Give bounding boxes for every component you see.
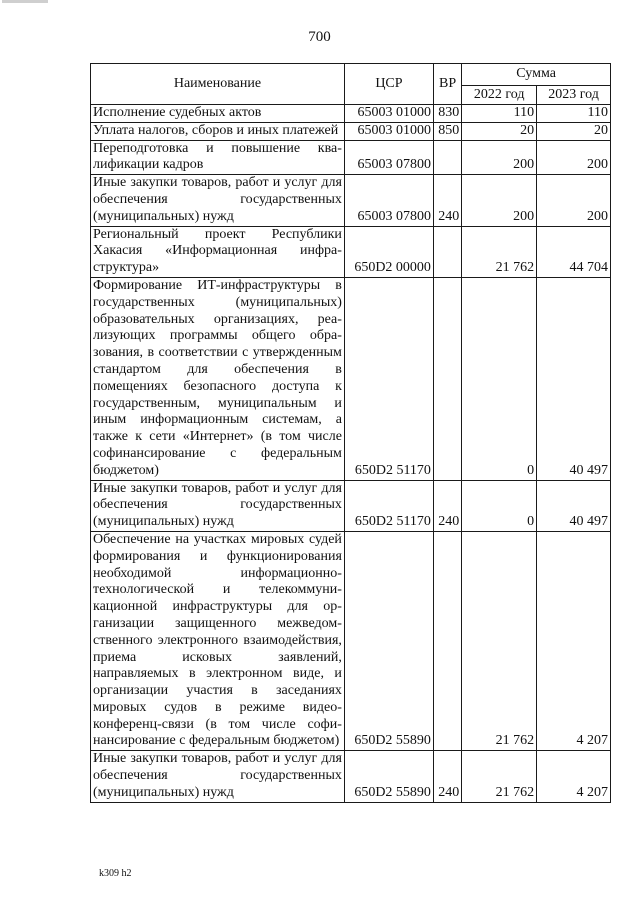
row-csr: 650D2 51170 xyxy=(344,277,433,480)
row-name: Региональный проект Республики Хакасия «Информационная инфраструктура» xyxy=(91,226,345,277)
row-sum-2022: 20 xyxy=(462,122,537,140)
table-row xyxy=(91,277,611,480)
row-csr: 65003 01000 xyxy=(344,122,433,140)
row-sum-2022: 21 762 xyxy=(462,531,537,750)
row-sum-2023: 44 704 xyxy=(537,226,611,277)
row-vr: 240 xyxy=(433,751,461,802)
table-row xyxy=(91,751,611,802)
row-vr: 850 xyxy=(433,122,461,140)
row-name: Иные закупки товаров, работ и услуг для обеспечения государственных (муниципальных) нужд xyxy=(91,175,345,226)
row-sum-2023: 4 207 xyxy=(537,751,611,802)
row-vr xyxy=(433,140,461,175)
row-sum-2023: 40 497 xyxy=(537,480,611,531)
row-sum-2023: 200 xyxy=(537,140,611,175)
row-sum-2023: 200 xyxy=(537,175,611,226)
table-row xyxy=(91,175,611,226)
footer-code: k309 h2 xyxy=(99,868,132,879)
row-name: Исполнение судебных актов xyxy=(91,105,345,123)
table-header xyxy=(91,64,611,105)
row-sum-2023: 40 497 xyxy=(537,277,611,480)
row-vr xyxy=(433,226,461,277)
row-sum-2022: 0 xyxy=(462,277,537,480)
table-row xyxy=(91,226,611,277)
table-row xyxy=(91,105,611,123)
row-sum-2022: 21 762 xyxy=(462,226,537,277)
row-sum-2022: 110 xyxy=(462,105,537,123)
row-vr xyxy=(433,531,461,750)
budget-table xyxy=(90,63,611,803)
row-sum-2022: 200 xyxy=(462,175,537,226)
table-row xyxy=(91,140,611,175)
table-row xyxy=(91,531,611,750)
row-sum-2022: 200 xyxy=(462,140,537,175)
row-csr: 650D2 51170 xyxy=(344,480,433,531)
row-sum-2022: 21 762 xyxy=(462,751,537,802)
row-name: Переподготовка и повышение квалификации кадров xyxy=(91,140,345,175)
header-csr: ЦСР xyxy=(344,64,433,105)
row-name: Формирование ИТ-инфраструктуры в государственных (муниципальных) образовательных организациях, реализующих программы общего образования, в соответствии с утвержденным стандартом для обеспечения в помещениях безопасного доступа к государственным, муниципальным и иным информационным системам, а также к сети «Интернет» (в том числе софинансирование с федеральным бюджетом) xyxy=(91,277,345,480)
row-csr: 65003 07800 xyxy=(344,140,433,175)
row-name: Иные закупки товаров, работ и услуг для обеспечения государственных (муниципальных) нужд xyxy=(91,751,345,802)
page-number: 700 xyxy=(308,29,331,45)
table-row xyxy=(91,480,611,531)
row-name: Уплата налогов, сборов и иных платежей xyxy=(91,122,345,140)
row-csr: 65003 07800 xyxy=(344,175,433,226)
row-name: Иные закупки товаров, работ и услуг для обеспечения государственных (муниципальных) нужд xyxy=(91,480,345,531)
row-sum-2022: 0 xyxy=(462,480,537,531)
row-name: Обеспечение на участках мировых судей формирования и функционирования необходимой информационно-технологической и телекоммуникационной инфраструктуры для организации защищенного межведомственного электронного взаимодействия, приема исковых заявлений, направляемых в электронном виде, и организации участия в заседаниях мировых судов в режиме видеоконференц-связи (в том числе софинансирование с федеральным бюджетом) xyxy=(91,531,345,750)
row-csr: 650D2 00000 xyxy=(344,226,433,277)
row-csr: 650D2 55890 xyxy=(344,751,433,802)
header-year-2022: 2022 год xyxy=(462,86,537,105)
row-sum-2023: 20 xyxy=(537,122,611,140)
row-vr: 830 xyxy=(433,105,461,123)
row-vr: 240 xyxy=(433,480,461,531)
row-csr: 65003 01000 xyxy=(344,105,433,123)
row-vr xyxy=(433,277,461,480)
header-year-2023: 2023 год xyxy=(537,86,611,105)
row-sum-2023: 110 xyxy=(537,105,611,123)
row-vr: 240 xyxy=(433,175,461,226)
header-name: Наименование xyxy=(91,64,345,105)
header-vr: ВР xyxy=(433,64,461,105)
header-sum: Сумма xyxy=(462,64,611,86)
table-row xyxy=(91,122,611,140)
row-sum-2023: 4 207 xyxy=(537,531,611,750)
row-csr: 650D2 55890 xyxy=(344,531,433,750)
scan-edge-mark xyxy=(2,0,48,3)
